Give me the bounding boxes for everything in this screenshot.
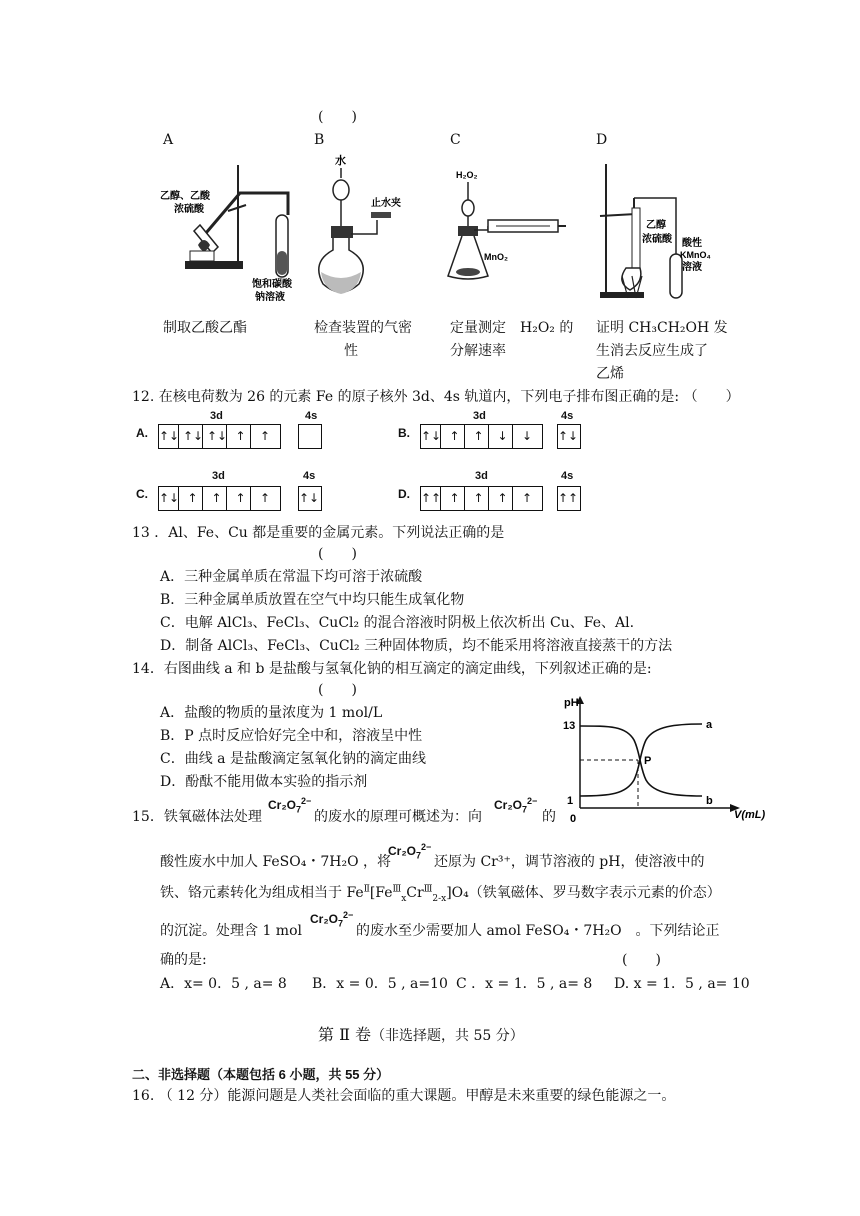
- label-kmno4: KMnO₄: [680, 250, 711, 260]
- orbital-cell: ↑: [469, 425, 489, 448]
- label-clamp: 止水夹: [371, 198, 401, 209]
- q13-paren: ( ): [318, 546, 357, 562]
- orbital-cell: ↑↓: [299, 491, 320, 505]
- orbital-header-3d: 3d: [473, 410, 486, 422]
- q11-caption-d-2: 生消去反应生成了: [596, 343, 708, 359]
- q11-option-b-letter: B: [314, 132, 325, 148]
- orbital-cell: ↑: [493, 487, 513, 510]
- orbital-cell: ↓: [521, 429, 533, 443]
- label-conc-h2so4: 浓硫酸: [174, 204, 204, 215]
- q12-option-a-letter: A.: [136, 426, 148, 440]
- q13-option-d: D．制备 AlCl₃、FeCl₃、CuCl₂ 三种固体物质，均不能采用将溶液直接蒸干的方法: [160, 638, 673, 654]
- orbital-cell: ↑: [259, 491, 271, 505]
- q15-paren: ( ): [622, 952, 661, 968]
- q12-option-d-letter: D.: [398, 487, 410, 501]
- dichromate-formula-1: $Cr_2O_7^{2-}$: [268, 796, 312, 815]
- dichromate-formula-3: $Cr_2O_7^{2-}$: [388, 842, 432, 861]
- q16-stem: 16. （ 12 分）能源问题是人类社会面临的重大课题。甲醇是未来重要的绿色能源之一。: [132, 1088, 676, 1104]
- titration-chart: [560, 692, 774, 824]
- q15-line2-b: 还原为 Cr³⁺，调节溶液的 pH，使溶液中的: [434, 854, 705, 870]
- orbital-header-4s: 4s: [305, 410, 318, 422]
- q12-option-a-4s-box: [298, 424, 322, 449]
- series-b-label: b: [706, 795, 713, 807]
- orbital-cell: ↑: [183, 487, 203, 510]
- q12-option-b-letter: B.: [398, 426, 410, 440]
- q15-line5: 确的是:: [160, 952, 207, 968]
- q11-caption-c-1: 定量测定 H₂O₂ 的: [450, 320, 574, 336]
- q14-option-b: B．P 点时反应恰好完全中和，溶液呈中性: [160, 728, 423, 744]
- q15-line1-b: 的废水的原理可概述为：向: [314, 809, 482, 825]
- q13-option-c: C．电解 AlCl₃、FeCl₃、CuCl₂ 的混合溶液时阴极上依次析出 Cu、Fe、Al.: [160, 615, 635, 631]
- series-b-curve: [580, 726, 702, 796]
- part2-title-sub: （非选择题，共 55 分）: [371, 1028, 524, 1044]
- apparatus-c-diagram: [450, 160, 570, 300]
- orbital-cell: ↑: [207, 487, 227, 510]
- q15-option-d: D. x = 1．5 , a= 10: [614, 976, 750, 992]
- q11-caption-c-2: 分解速率: [450, 343, 506, 359]
- orbital-cell: ↑↓: [558, 429, 579, 443]
- x-axis-label: V(mL): [734, 809, 766, 821]
- orbital-header-4s: 4s: [561, 410, 574, 422]
- section-heading: 二、非选择题（本题包括 6 小题，共 55 分）: [132, 1067, 390, 1082]
- point-p-label: P: [644, 755, 652, 767]
- apparatus-b-diagram: [315, 150, 425, 300]
- q15-option-b: B．x = 0．5 , a=10: [312, 976, 448, 992]
- q12-option-d-4s-box: [557, 486, 581, 511]
- label-h2o2: H₂O₂: [456, 170, 478, 180]
- part2-title: [318, 1022, 524, 1045]
- orbital-cell: ↑: [259, 429, 271, 443]
- q11-option-a-letter: A: [163, 132, 174, 148]
- y-axis-label: pH: [564, 697, 579, 709]
- q15-line2-a: 酸性废水中加人 FeSO₄・7H₂O ，将: [160, 854, 392, 870]
- q12-option-c-4s-box: [298, 486, 322, 511]
- q15-line1-c: 的: [542, 809, 556, 825]
- y-tick-1: 1: [567, 795, 574, 807]
- part2-title-main: 第 Ⅱ 卷: [318, 1025, 372, 1044]
- orbital-cell: ↑↓: [183, 425, 203, 448]
- q12-stem: 12. 在核电荷数为 26 的元素 Fe 的原子核外 3d、4s 轨道内，下列电子排布图正确的是: （ ）: [132, 389, 740, 405]
- orbital-cell: ↑: [521, 491, 533, 505]
- q11-caption-b-1: 检查装置的气密: [314, 320, 412, 336]
- q13-stem: 13 ．Al、Fe、Cu 都是重要的金属元素。下列说法正确的是: [132, 525, 505, 541]
- label-conc-h2so4-d: 浓硫酸: [642, 234, 672, 245]
- q11-option-c-letter: C: [450, 132, 461, 148]
- q13-option-b: B．三种金属单质放置在空气中均只能生成氧化物: [160, 592, 465, 608]
- q14-stem: 14．右图曲线 a 和 b 是盐酸与氢氧化钠的相互滴定的滴定曲线，下列叙述正确的是:: [132, 661, 652, 677]
- dichromate-formula-2: $Cr_2O_7^{2-}$: [494, 796, 538, 815]
- q12-option-a-3d-box: [158, 424, 281, 449]
- q14-option-c: C．曲线 a 是盐酸滴定氢氧化钠的滴定曲线: [160, 751, 426, 767]
- label-ethanol-d: 乙醇: [646, 220, 666, 231]
- orbital-cell: ↑: [445, 487, 465, 510]
- q12-option-c-letter: C.: [136, 487, 148, 501]
- orbital-cell: ↓: [493, 425, 513, 448]
- label-sodium-solution: 钠溶液: [255, 292, 285, 303]
- q15-line4-b: 的废水至少需要加人 amol FeSO₄・7H₂O 。下列结论正: [356, 923, 720, 939]
- q11-caption-b-2: 性: [344, 343, 358, 359]
- q14-option-d: D．酚酞不能用做本实验的指示剂: [160, 774, 368, 790]
- orbital-header-3d: 3d: [212, 470, 225, 482]
- orbital-cell: ↑: [469, 487, 489, 510]
- q15-option-a: A．x= 0．5 , a= 8: [160, 976, 287, 992]
- orbital-cell: ↑: [231, 487, 251, 510]
- q12-option-b-3d-box: [420, 424, 543, 449]
- q15-line4-a: 的沉淀。处理含 1 mol: [160, 923, 302, 939]
- label-ethanol-acetic: 乙醇、乙酸: [160, 191, 210, 202]
- orbital-header-4s: 4s: [303, 470, 316, 482]
- dichromate-formula-4: $Cr_2O_7^{2-}$: [310, 910, 354, 929]
- apparatus-a-diagram: [160, 155, 300, 305]
- orbital-header-4s: 4s: [561, 470, 574, 482]
- q12-option-d-3d-box: [420, 486, 543, 511]
- q11-option-d-letter: D: [596, 132, 608, 148]
- q14-option-a: A．盐酸的物质的量浓度为 1 mol/L: [160, 705, 383, 721]
- orbital-cell: ↑: [445, 425, 465, 448]
- q15-line1-a: 15．铁氧磁体法处理: [132, 809, 262, 825]
- orbital-cell: ↑↓: [159, 425, 179, 448]
- orbital-header-3d: 3d: [475, 470, 488, 482]
- orbital-cell: ↑↓: [207, 425, 227, 448]
- orbital-cell: ↑↑: [421, 487, 441, 510]
- y-tick-13: 13: [563, 720, 576, 732]
- q15-option-c: C ．x = 1．5 , a= 8: [456, 976, 593, 992]
- q13-option-a: A．三种金属单质在常温下均可溶于浓硫酸: [160, 569, 423, 585]
- series-a-label: a: [706, 719, 713, 731]
- label-sat-carbonate: 饱和碳酸: [252, 279, 292, 290]
- q15-line3: 铁、铬元素转化为组成相当于 $Fe^Ⅱ[Fe^Ⅲ_xCr^Ⅲ_{2-x}]O_4$（铁氧磁体、罗马数字表示元素的价态）: [160, 884, 721, 904]
- q11-caption-d-3: 乙烯: [596, 366, 624, 382]
- x-origin-label: 0: [570, 813, 577, 825]
- q11-caption-d-1: 证明 CH₃CH₂OH 发: [596, 320, 728, 336]
- orbital-cell: ↑↑: [558, 491, 579, 505]
- q12-option-b-4s-box: [557, 424, 581, 449]
- label-water: 水: [335, 155, 346, 167]
- q12-option-c-3d-box: [158, 486, 281, 511]
- label-acidic: 酸性: [682, 238, 702, 249]
- q11-paren: ( ): [318, 109, 357, 125]
- orbital-header-3d: 3d: [210, 410, 223, 422]
- apparatus-d-diagram: [596, 158, 711, 308]
- q11-caption-a: 制取乙酸乙酯: [163, 320, 247, 336]
- label-mno2: MnO₂: [484, 252, 508, 262]
- q14-paren: ( ): [318, 682, 357, 698]
- series-a-curve: [580, 724, 702, 796]
- orbital-cell: ↑: [231, 425, 251, 448]
- orbital-cell: ↑↓: [421, 425, 441, 448]
- label-solution: 溶液: [682, 262, 702, 273]
- orbital-cell: [299, 425, 319, 448]
- orbital-cell: ↑↓: [159, 487, 179, 510]
